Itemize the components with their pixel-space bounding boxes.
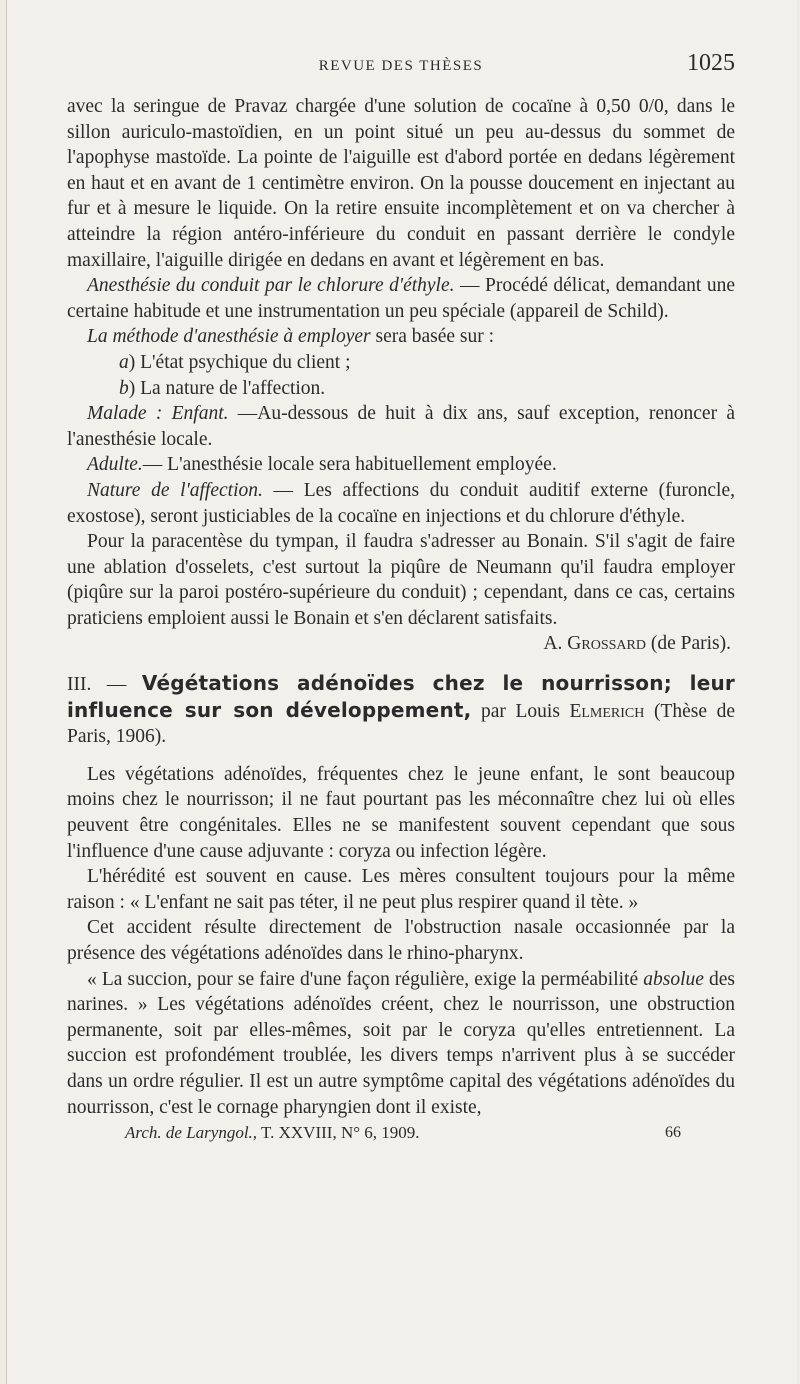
paragraph-suction <box>67 967 735 1121</box>
paragraph-adenoids-intro: Les végétations adénoïdes, fréquentes chez le jeune enfant, le sont beaucoup moins chez le nourrisson; il ne faut pourtant pas les méconnaître chez lui où elles peuvent être congénitales. Elles ne se manifestent souvent cependant que sous l'influence d'une cause adjuvante : coryza ou infection légère. <box>67 763 735 862</box>
signature-prefix: A. <box>543 633 568 655</box>
section-author: Elmerich <box>569 700 645 722</box>
section-reference: (Thèse de Paris, 1906). <box>67 700 735 748</box>
paragraph-text: — L'anesthésie locale sera habituellement employée. <box>142 454 557 476</box>
paragraph-lead: Anesthésie du conduit par le chlorure d'éthyle. <box>87 275 455 297</box>
paragraph-obstruction: Cet accident résulte directement de l'obstruction nasale occasionnée par la présence des végétations adénoïdes dans le rhino-pharynx. <box>67 917 735 964</box>
journal-name: Arch. de Laryngol., <box>125 1123 258 1143</box>
paragraph-text: — Les affections du conduit auditif externe (furoncle, exostose), seront justiciables de la cocaïne en injections et du chlorure d'éthyle. <box>67 479 735 527</box>
paragraph-heredity: L'hérédité est souvent en cause. Les mères consultent toujours pour la même raison : « L'enfant ne sait pas téter, il ne peut plus respirer quand il tète. » <box>67 866 735 913</box>
paragraph-adult <box>67 452 735 478</box>
section-heading <box>67 671 735 750</box>
item-text: ) L'état psychique du client ; <box>128 351 351 373</box>
section-number: III. — <box>67 674 142 696</box>
item-text: ) La nature de l'affection. <box>128 377 326 399</box>
page-number: 1025 <box>687 50 735 76</box>
journal-page <box>6 0 797 1384</box>
paragraph-text: des narines. » Les végétations adénoïdes créent, chez le nourrisson, une obstruction permanente, soit par elles-mêmes, soit par le coryza qu'elles entretiennent. La succion est profondément troublée, les divers temps n'arrivent plus à se succéder dans un ordre régulier. Il est un autre symptôme capital des végétations adénoïdes du nourrisson, c'est le cornage pharyngien dont il existe, <box>67 968 735 1118</box>
item-marker: a <box>119 351 129 373</box>
emphasis-absolue: absolue <box>643 968 704 990</box>
paragraph-affection <box>67 478 735 529</box>
signature-suffix: (de Paris). <box>645 633 731 655</box>
paragraph-lead: Nature de l'affection. <box>87 479 263 501</box>
review-signature <box>67 631 735 657</box>
paragraph-text: —Au-dessous de huit à dix ans, sauf exception, renoncer à l'anesthésie locale. <box>67 403 735 450</box>
paragraph-paracentesis: Pour la paracentèse du tympan, il faudra s'adresser au Bonain. S'il s'agit de faire une ablation d'osselets, c'est surtout la piqûre de Neumann qu'il faudra employer (piqûre sur la paroi postéro-supérieure du conduit) ; cependant, dans ce cas, certains praticiens emploient aussi le Bonain et s'en déclarent satisfaits. <box>67 531 735 629</box>
paragraph-text: « La succion, pour se faire d'une façon régulière, exige la perméabilité <box>87 968 644 990</box>
paragraph-text: sera basée sur : <box>370 326 495 348</box>
paragraph-lead: La méthode d'anesthésie à employer <box>87 326 371 348</box>
section-gap <box>67 750 735 762</box>
paragraph-ethyl-chloride <box>67 273 735 324</box>
page-body <box>67 94 735 1146</box>
running-title: REVUE DES THÈSES <box>318 58 484 74</box>
paragraph-lead: Adulte. <box>87 454 143 476</box>
journal-volume: T. XXVIII, N° 6, 1909. <box>257 1123 420 1143</box>
paragraph-lead: Malade : Enfant. <box>87 403 229 425</box>
signature-name: Grossard <box>567 633 646 655</box>
list-item-a <box>67 350 735 376</box>
running-header <box>67 50 735 80</box>
list-item-b <box>67 376 735 402</box>
paragraph-injection-technique: avec la seringue de Pravaz chargée d'une solution de cocaïne à 0,50 0/0, dans le sillon auriculo-mastoïdien, en un point situé un peu au-dessus du sommet de l'apophyse mastoïde. La pointe de l'aiguille est d'abord portée en dedans légèrement en haut et en avant de 1 centimètre environ. On la pousse doucement en injectant au fur et à mesure le liquide. On la retire ensuite incomplètement et on va chercher à atteindre la région antéro-inférieure du conduit en passant derrière le condyle maxillaire, l'aiguille dirigée en dedans en avant et légèrement en bas. <box>67 96 735 271</box>
paragraph-child <box>67 401 735 452</box>
section-title: Végétations adénoïdes chez le nourrisson; leur influence sur son développement, <box>67 671 735 722</box>
page-footer <box>67 1120 735 1146</box>
section-by: par Louis <box>471 700 570 722</box>
item-marker: b <box>119 377 129 399</box>
paragraph-method <box>67 324 735 350</box>
journal-reference <box>125 1120 420 1146</box>
paragraph-text: — Procédé délicat, demandant une certaine habitude et une instrumentation un peu spéciale (appareil de Schild). <box>67 275 735 322</box>
sheet-number: 66 <box>665 1124 681 1142</box>
